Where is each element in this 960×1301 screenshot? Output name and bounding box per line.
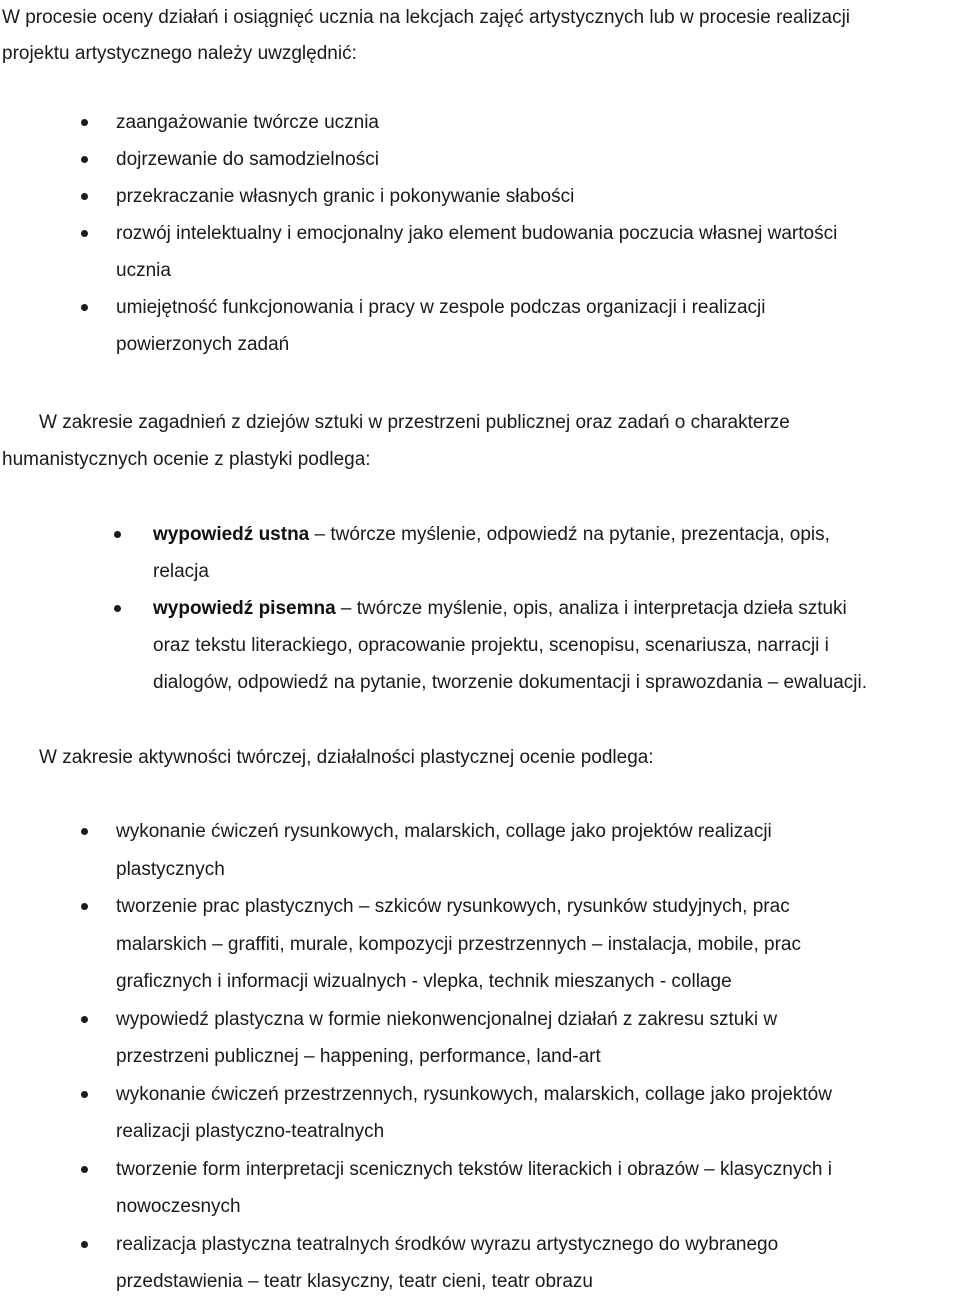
intro-paragraph xyxy=(2,0,957,72)
list-item: tworzenie prac plastycznych – szkiców rysunkowych, rysunków studyjnych, prac malarskich – graffiti, murale, kompozycji przestrzennych – instalacja, mobile, prac graficznych i informacji wizualnych - vlepka, technik mieszanych - collage xyxy=(116,888,931,1001)
bullet-icon xyxy=(81,1016,88,1023)
section2-paragraph xyxy=(2,404,957,478)
list-item: tworzenie form interpretacji scenicznych tekstów literackich i obrazów – klasycznych i nowoczesnych xyxy=(116,1151,931,1226)
section2-list xyxy=(153,516,943,701)
item-bold-label: wypowiedź ustna xyxy=(153,524,310,545)
bullet-icon xyxy=(81,193,88,200)
section3-heading: W zakresie aktywności twórczej, działalności plastycznej ocenie podlega: xyxy=(39,747,654,768)
list-item: wykonanie ćwiczeń przestrzennych, rysunkowych, malarskich, collage jako projektów realizacji plastyczno-teatralnych xyxy=(116,1076,931,1151)
section2-line-2: humanistycznych ocenie z plastyki podlega: xyxy=(2,449,371,470)
list-item: realizacja plastyczna teatralnych środków wyrazu artystycznego do wybranego przedstawienia – teatr klasyczny, teatr cieni, teatr obrazu xyxy=(116,1226,931,1301)
bullet-icon xyxy=(81,230,88,237)
bullet-icon xyxy=(81,828,88,835)
bullet-icon xyxy=(81,156,88,163)
bullet-icon xyxy=(81,304,88,311)
bullet-icon xyxy=(81,903,88,910)
intro-line-2: projektu artystycznego należy uwzględnić: xyxy=(2,43,357,64)
intro-line-1: W procesie oceny działań i osiągnięć ucznia na lekcjach zajęć artystycznych lub w procesie realizacji xyxy=(2,7,851,28)
bullet-icon xyxy=(81,1241,88,1248)
list-item: wypowiedź pisemna – twórcze myślenie, opis, analiza i interpretacja dzieła sztuki oraz tekstu literackiego, opracowanie projektu, scenopisu, scenariusza, narracji i dialogów, odpowiedź na pytanie, tworzenie dokumentacji i sprawozdania – ewaluacji. xyxy=(153,590,943,701)
bullet-icon xyxy=(81,1166,88,1173)
list-item: wykonanie ćwiczeń rysunkowych, malarskich, collage jako projektów realizacji plastycznych xyxy=(116,813,931,888)
list-item: umiejętność funkcjonowania i pracy w zespole podczas organizacji i realizacji powierzonych zadań xyxy=(116,289,876,363)
bullet-icon xyxy=(114,605,121,612)
section3-list xyxy=(116,813,931,1301)
list-item: rozwój intelektualny i emocjonalny jako element budowania poczucia własnej wartości ucznia xyxy=(116,215,876,289)
list-item: dojrzewanie do samodzielności xyxy=(116,141,876,178)
bullet-icon xyxy=(114,531,121,538)
bullet-icon xyxy=(81,119,88,126)
list-item: przekraczanie własnych granic i pokonywanie słabości xyxy=(116,178,876,215)
list-item: zaangażowanie twórcze ucznia xyxy=(116,104,876,141)
criteria-list xyxy=(116,104,876,363)
bullet-icon xyxy=(81,1091,88,1098)
list-item: wypowiedź ustna – twórcze myślenie, odpowiedź na pytanie, prezentacja, opis, relacja xyxy=(153,516,943,590)
item-bold-label: wypowiedź pisemna xyxy=(153,598,336,619)
list-item: wypowiedź plastyczna w formie niekonwencjonalnej działań z zakresu sztuki w przestrzeni publicznej – happening, performance, land-art xyxy=(116,1001,931,1076)
section2-line-1: W zakresie zagadnień z dziejów sztuki w przestrzeni publicznej oraz zadań o charakterze xyxy=(39,412,790,433)
